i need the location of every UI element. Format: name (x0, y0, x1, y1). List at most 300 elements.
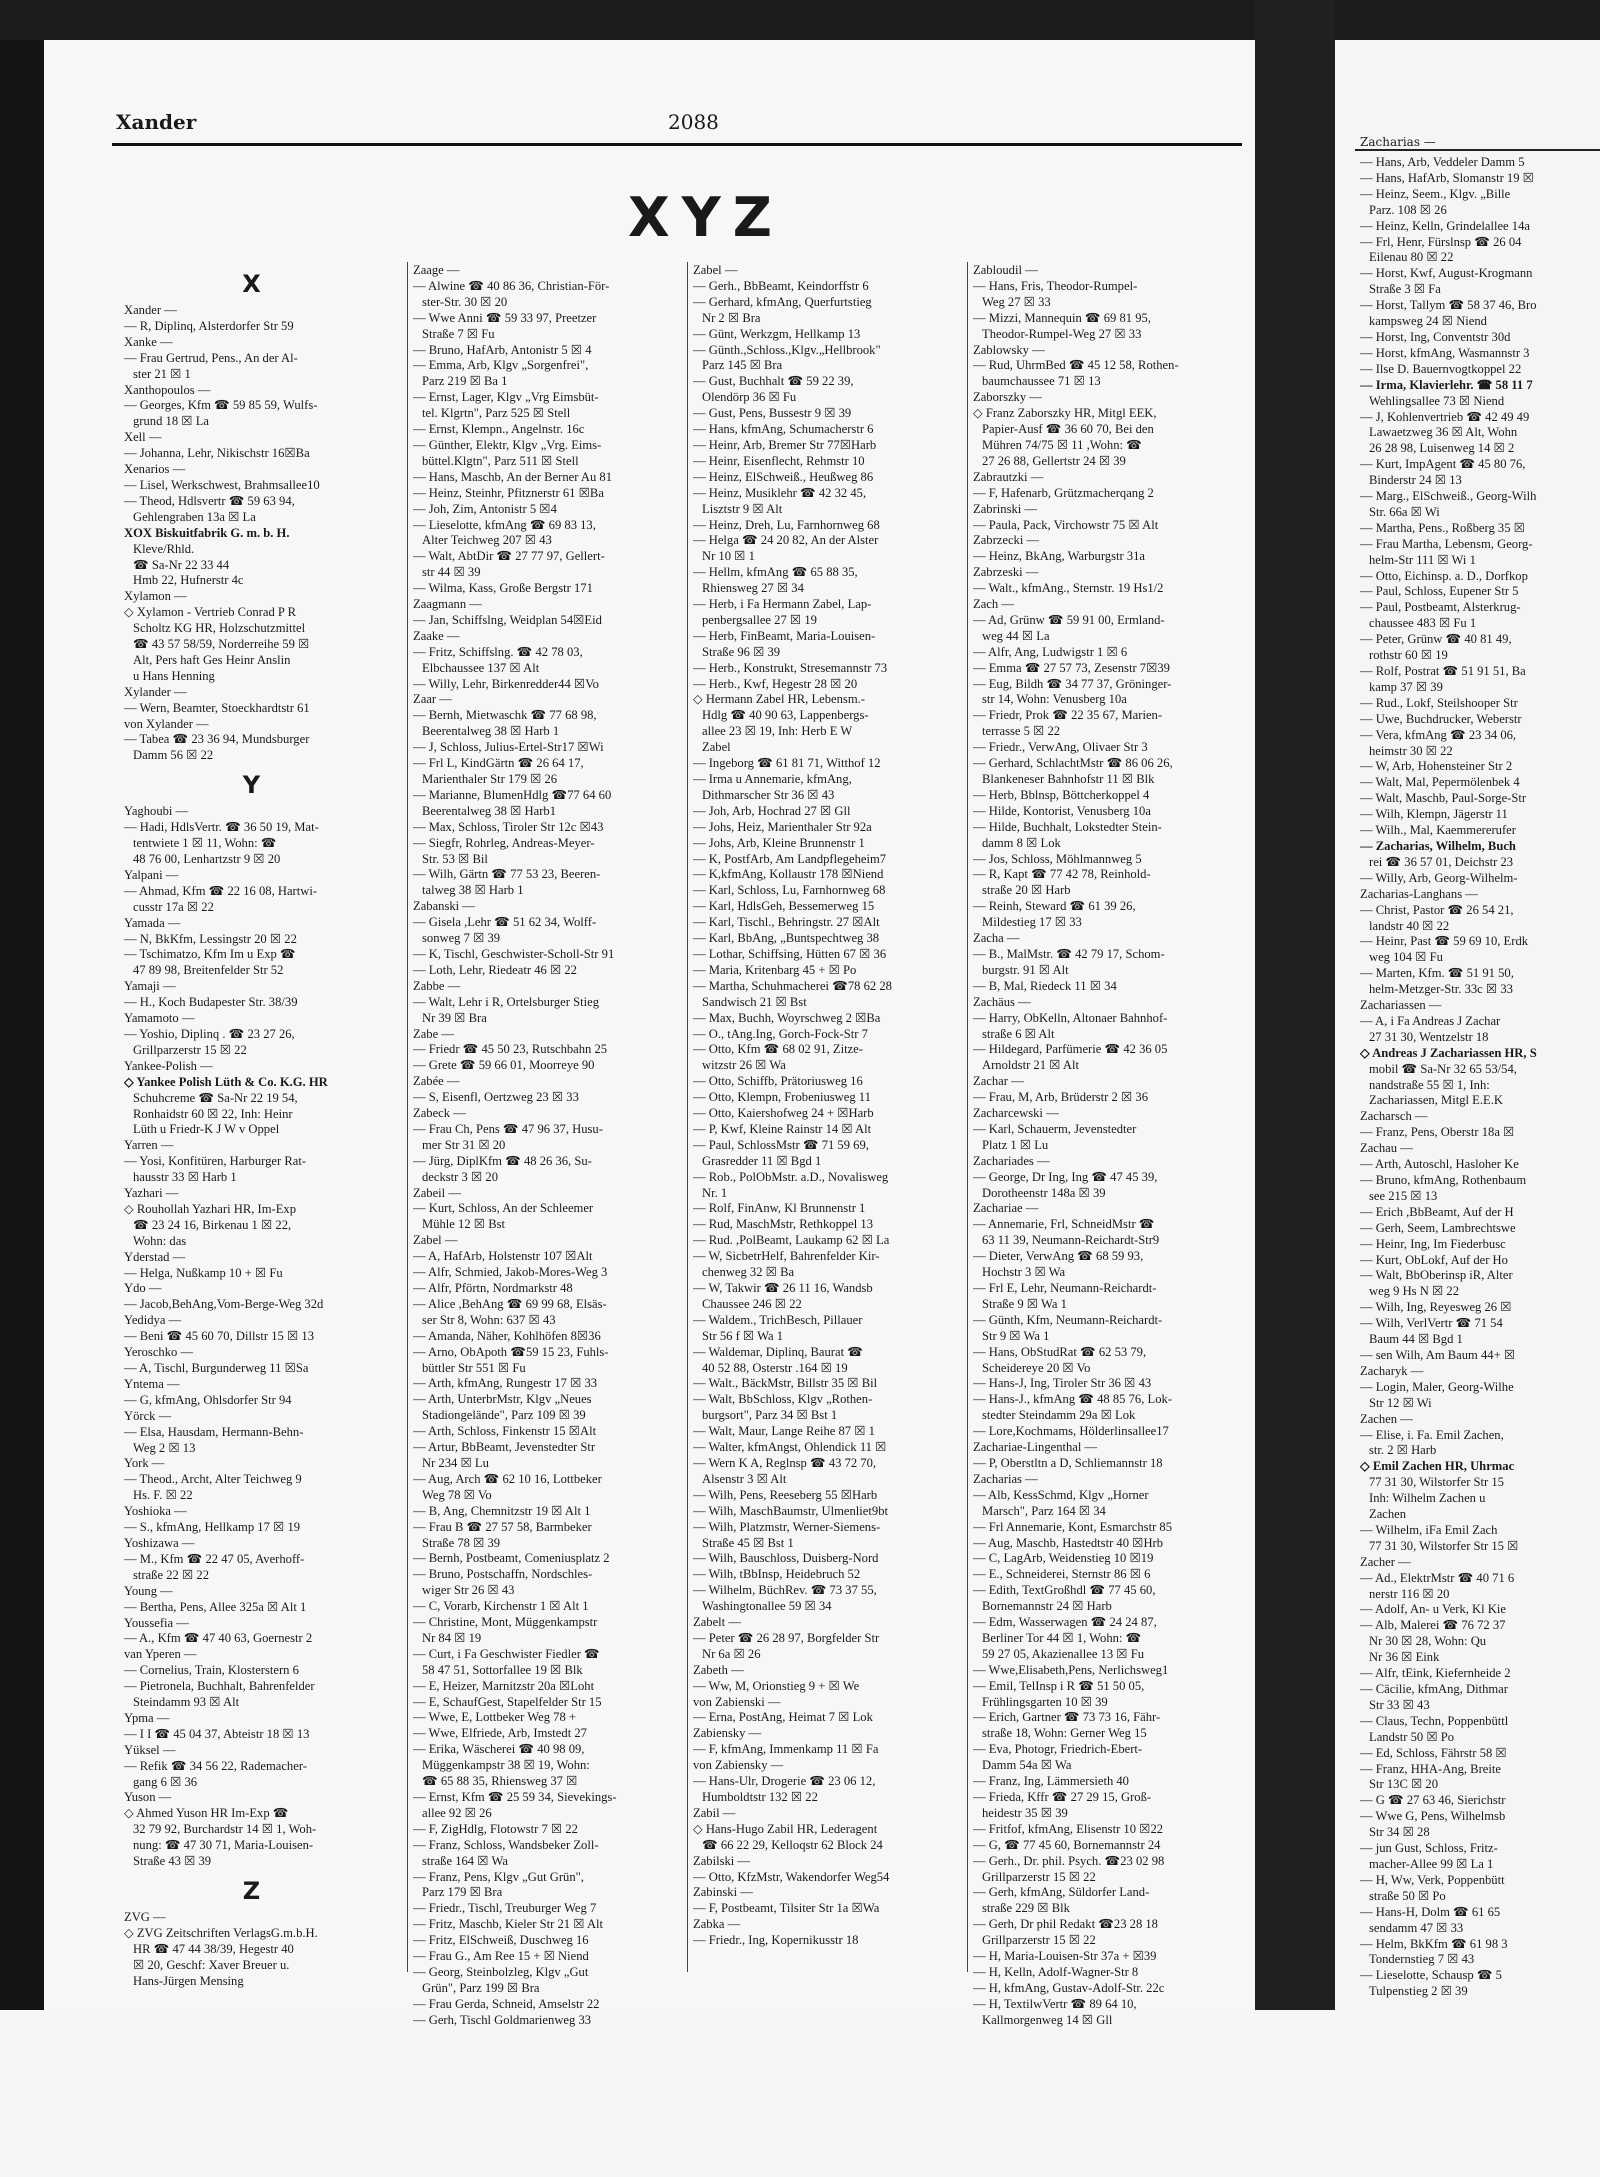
directory-entry: Dithmarscher Str 36 ☒ 43 (702, 787, 835, 802)
directory-entry: — B., MalMstr. ☎ 42 79 17, Schom- (973, 946, 1165, 961)
directory-entry: — Marianne, BlumenHdlg ☎77 64 60 (413, 787, 612, 802)
directory-entry: — I I ☎ 45 04 37, Abteistr 18 ☒ 13 (124, 1726, 310, 1741)
directory-entry: — K,kfmAng, Kollaustr 178 ☒Niend (693, 867, 884, 882)
directory-entry: — Joh, Zim, Antonistr 5 ☒4 (413, 501, 557, 516)
directory-entry: Wohn: das (133, 1233, 187, 1248)
directory-entry: — Gerh., BbBeamt, Keindorffstr 6 (693, 278, 869, 293)
directory-entry: Zachen — (1360, 1411, 1413, 1426)
directory-entry: — Arth, Autoschl, Hasloher Ke (1360, 1157, 1519, 1172)
directory-entry: — H, Ww, Verk, Poppenbütt (1360, 1872, 1505, 1887)
directory-entry: — Heinz, Musiklehr ☎ 42 32 45, (693, 485, 867, 500)
directory-entry: — A, Tischl, Burgunderweg 11 ☒Sa (124, 1361, 309, 1375)
directory-entry: — Irma u Annemarie, kfmAng, (693, 772, 852, 786)
directory-entry: Parz. 108 ☒ 26 (1369, 202, 1447, 217)
directory-entry: Marsch", Parz 164 ☒ 34 (982, 1503, 1106, 1518)
directory-entry: — Heinr, Past ☎ 59 69 10, Erdk (1360, 934, 1529, 949)
directory-entry: — Alwine ☎ 40 86 36, Christian-För- (413, 278, 610, 293)
directory-entry: Zacharias-Langhans — (1360, 886, 1478, 901)
directory-entry: — Wilh, tBbInsp, Heidebruch 52 (693, 1567, 861, 1582)
directory-entry: — W, SicbetrHelf, Bahrenfelder Kir- (693, 1249, 880, 1264)
directory-entry: — N, BkKfm, Lessingstr 20 ☒ 22 (124, 931, 297, 946)
directory-entry: — Hans-Ulr, Drogerie ☎ 23 06 12, (693, 1774, 876, 1789)
directory-entry: — Ad., ElektrMstr ☎ 40 71 6 (1360, 1570, 1515, 1585)
directory-entry: — Rud, UhrmBed ☎ 45 12 58, Rothen- (973, 358, 1179, 373)
directory-entry: Xylander — (124, 684, 187, 699)
directory-entry: Yüksel — (124, 1742, 176, 1757)
directory-entry: — Gerh, Tischl Goldmarienweg 33 (413, 2012, 592, 2027)
directory-entry: — E, SchaufGest, Stapelfelder Str 15 (413, 1694, 602, 1709)
directory-entry: — Horst, Tallym ☎ 58 37 46, Bro (1360, 298, 1537, 313)
directory-entry: — Jan, Schiffslng, Weidplan 54☒Eid (413, 612, 602, 627)
directory-entry: — Joh, Arb, Hochrad 27 ☒ Gll (693, 803, 851, 818)
directory-entry: — Alfr, Schmied, Jakob-Mores-Weg 3 (413, 1265, 608, 1280)
directory-entry: straße 6 ☒ Alt (982, 1026, 1055, 1041)
directory-entry: helm-Metzger-Str. 33c ☒ 33 (1369, 982, 1513, 997)
directory-entry: — Tabea ☎ 23 36 94, Mundsburger (124, 732, 310, 747)
directory-entry: Str 56 f ☒ Wa 1 (702, 1328, 784, 1343)
directory-entry: — Annemarie, Frl, SchneidMstr ☎ (973, 1217, 1155, 1232)
directory-entry: — Günt, Werkzgm, Hellkamp 13 (693, 326, 861, 341)
directory-entry: allee 23 ☒ 19, Inh: Herb E W (702, 724, 853, 739)
directory-entry: — Vera, kfmAng ☎ 23 34 06, (1360, 727, 1517, 742)
directory-entry: talweg 38 ☒ Harb 1 (422, 883, 524, 898)
directory-column-1 (124, 263, 379, 1990)
directory-entry: — Walt, Mal, Pepermölenbek 4 (1360, 775, 1520, 790)
directory-entry: — Hans, Maschb, An der Berner Au 81 (413, 469, 613, 484)
directory-entry: str 44 ☒ 39 (422, 565, 481, 580)
directory-entry: Damm 56 ☒ 22 (133, 748, 214, 763)
directory-entry: Humboldtstr 132 ☒ 22 (702, 1790, 818, 1804)
directory-entry: — Jos, Schloss, Möhlmannweg 5 (973, 851, 1142, 866)
directory-entry: Grün", Parz 199 ☒ Bra (422, 1980, 540, 1995)
directory-entry: — Otto, KfzMstr, Wakendorfer Weg54 (693, 1869, 890, 1884)
directory-entry: — Walt, Maur, Lange Reihe 87 ☒ 1 (693, 1424, 875, 1439)
directory-entry: — Fritz, Schiffslng. ☎ 42 78 03, (413, 644, 583, 659)
directory-entry: Nr 30 ☒ 28, Wohn: Qu (1369, 1634, 1487, 1649)
directory-entry: — Walt, BbSchloss, Klgv „Rothen- (693, 1392, 873, 1407)
directory-entry: — Wwe Anni ☎ 59 33 97, Preetzer (413, 310, 597, 325)
directory-entry: — Siegfr, Rohrleg, Andreas-Meyer- (413, 835, 595, 850)
directory-entry: York — (124, 1456, 165, 1471)
directory-entry: ZVG — (124, 1910, 166, 1924)
directory-entry: Beerentalweg 38 ☒ Harb1 (422, 803, 557, 818)
directory-entry: Nr 10 ☒ 1 (702, 549, 755, 564)
directory-entry: Zachariae — (973, 1201, 1039, 1216)
directory-entry: — Gerh., Dr. phil. Psych. ☎23 02 98 (973, 1853, 1165, 1868)
directory-entry: Alsenstr 3 ☒ Alt (702, 1471, 787, 1486)
directory-entry: — Wilh, Gärtn ☎ 77 53 23, Beeren- (413, 867, 601, 882)
directory-entry: — Hans, kfmAng, Schumacherstr 6 (693, 422, 874, 437)
directory-entry: Stadiongelände", Parz 109 ☒ 39 (422, 1408, 586, 1423)
directory-entry: Theodor-Rumpel-Weg 27 ☒ 33 (982, 326, 1142, 341)
directory-entry: — Willy, Lehr, Birkenredder44 ☒Vo (413, 676, 599, 691)
directory-entry: Zabrautzki — (973, 469, 1044, 484)
directory-entry: 58 47 51, Sottorfallee 19 ☒ Blk (422, 1662, 583, 1677)
directory-entry: Zachar — (973, 1074, 1024, 1089)
directory-entry: Yedidya — (124, 1313, 182, 1328)
directory-entry: — Franz, Ing, Lämmersieth 40 (973, 1774, 1129, 1789)
directory-entry: — Frl E, Lehr, Neumann-Reichardt- (973, 1281, 1157, 1295)
directory-entry: — Wern K A, Reglnsp ☎ 43 72 70, (693, 1455, 877, 1470)
directory-entry: — Walt, Maschb, Paul-Sorge-Str (1360, 791, 1527, 806)
directory-entry: — Christ, Pastor ☎ 26 54 21, (1360, 902, 1514, 917)
directory-entry: — Dieter, VerwAng ☎ 68 59 93, (973, 1249, 1144, 1264)
directory-entry: Hans-Jürgen Mensing (133, 1973, 244, 1988)
directory-entry: Nr 36 ☒ Eink (1369, 1650, 1440, 1665)
directory-entry: Zabel (702, 740, 731, 755)
directory-entry: Straße 43 ☒ 39 (133, 1854, 212, 1869)
directory-entry: — Aug, Maschb, Hastedtstr 40 ☒Hrb (973, 1535, 1164, 1550)
directory-entry: — Rolf, Postrat ☎ 51 91 51, Ba (1360, 664, 1526, 678)
directory-entry: nandstraße 55 ☒ 1, Inh: (1369, 1077, 1490, 1092)
directory-entry: — Wilh, Klempn, Jägerstr 11 (1360, 807, 1508, 822)
directory-entry: — Wilh, Pens, Reeseberg 55 ☒Harb (693, 1487, 878, 1502)
directory-entry: — Arth, Schloss, Finkenstr 15 ☒Alt (413, 1424, 597, 1439)
directory-entry: Nr 6a ☒ 26 (702, 1646, 761, 1661)
directory-entry: — Walt, AbtDir ☎ 27 77 97, Gellert- (413, 549, 605, 564)
directory-entry: — Herb., Konstrukt, Stresemannstr 73 (693, 660, 888, 675)
directory-entry: — Otto, Schiffb, Prätoriusweg 16 (693, 1074, 863, 1089)
directory-entry: — K, Tischl, Geschwister-Scholl-Str 91 (413, 946, 615, 961)
directory-entry: Zabloudil — (973, 263, 1038, 277)
directory-entry: — Heinr, Eisenflecht, Rehmstr 10 (693, 453, 865, 468)
directory-entry: Zabe — (413, 1026, 454, 1041)
directory-entry: Landstr 50 ☒ Po (1369, 1729, 1455, 1744)
directory-entry: — Adolf, An- u Verk, Kl Kie (1360, 1602, 1506, 1617)
directory-entry: — Reinh, Steward ☎ 61 39 26, (973, 899, 1136, 914)
directory-entry: Chaussee 246 ☒ 22 (702, 1296, 802, 1311)
directory-entry: — Wilh, MaschBaumstr, Ulmenliet9bt (693, 1503, 888, 1518)
directory-entry: penbergsallee 27 ☒ 19 (702, 612, 817, 627)
directory-entry: Zabelt — (693, 1615, 741, 1630)
directory-entry: — Wern, Beamter, Stoeckhardtstr 61 (124, 700, 310, 715)
directory-entry: — Grete ☎ 59 66 01, Moorreye 90 (413, 1058, 595, 1073)
directory-entry: — Helga, Nußkamp 10 + ☒ Fu (124, 1265, 283, 1280)
directory-entry: — Gerhard, kfmAng, Querfurtstieg (693, 294, 872, 309)
directory-entry: — Alfr, Ang, Ludwigstr 1 ☒ 6 (973, 644, 1128, 659)
directory-entry: Parz 179 ☒ Bra (422, 1885, 503, 1900)
directory-entry: — Franz, HHA-Ang, Breite (1360, 1761, 1501, 1776)
directory-entry: — Ernst, Lager, Klgv „Vrg Eimsbüt- (413, 390, 599, 405)
directory-entry: — Ad, Grünw ☎ 59 91 00, Ermland- (973, 612, 1165, 627)
directory-entry: Zachariassen, Mitgl E.E.K (1369, 1093, 1503, 1108)
directory-entry: — Karl, BbAng, „Buntspechtweg 38 (693, 931, 880, 946)
directory-entry: — Walter, kfmAngst, Ohlendick 11 ☒ (693, 1440, 887, 1455)
directory-entry: Zabilski — (693, 1853, 751, 1868)
directory-entry: Zabée — (413, 1074, 460, 1089)
directory-entry: Yoshizawa — (124, 1535, 195, 1550)
directory-entry: terrasse 5 ☒ 22 (982, 724, 1061, 739)
directory-entry: — H, kfmAng, Gustav-Adolf-Str. 22c (973, 1980, 1165, 1995)
directory-entry: ster-Str. 30 ☒ 20 (422, 294, 508, 309)
directory-entry: — Kurt, ImpAgent ☎ 45 80 76, (1360, 457, 1526, 472)
directory-entry: — Bertha, Pens, Allee 325a ☒ Alt 1 (124, 1599, 307, 1614)
directory-entry: — Martha, Schuhmacherei ☎78 62 28 (693, 978, 892, 993)
directory-entry: 26 28 98, Luisenweg 14 ☒ 2 (1369, 441, 1515, 456)
directory-entry: Zabrinski — (973, 501, 1038, 516)
directory-entry: Yuson — (124, 1790, 172, 1805)
directory-entry: straße 18, Wohn: Gerner Weg 15 (982, 1726, 1147, 1741)
directory-entry: Yalpani — (124, 867, 179, 882)
directory-entry: — Heinr, Arb, Bremer Str 77☒Harb (693, 437, 877, 452)
directory-entry: von Xylander — (124, 716, 209, 731)
directory-entry: Zablowsky — (973, 342, 1045, 357)
directory-entry: landstr 40 ☒ 22 (1369, 918, 1450, 933)
directory-entry: Zabrzecki — (973, 533, 1040, 548)
directory-entry: — Rud, MaschMstr, Rethkoppel 13 (693, 1217, 873, 1232)
directory-entry: — Gerhard, SchlachtMstr ☎ 86 06 26, (973, 756, 1173, 771)
directory-entry: von Zabienski — (693, 1694, 781, 1709)
directory-entry: Yankee-Polish — (124, 1058, 213, 1073)
directory-entry: — E, Heizer, Marnitzstr 20a ☒Loht (413, 1678, 595, 1693)
directory-entry: gang 6 ☒ 36 (133, 1774, 198, 1789)
directory-entry: — Frl L, KindGärtn ☎ 26 64 17, (413, 756, 584, 771)
directory-entry: — Martha, Pens., Roßberg 35 ☒ (1360, 520, 1525, 535)
directory-entry: Zach — (973, 597, 1014, 612)
directory-entry: weg 44 ☒ La (982, 628, 1050, 643)
directory-entry: Scholtz KG HR, Holzschutzmittel (133, 621, 306, 636)
directory-entry: — Friedr, Prok ☎ 22 35 67, Marien- (973, 708, 1163, 723)
directory-entry: — Günth, Kfm, Neumann-Reichardt- (973, 1312, 1163, 1327)
directory-entry: Alter Teichweg 207 ☒ 43 (422, 533, 552, 548)
directory-entry: — Frl Annemarie, Kont, Esmarchstr 85 (973, 1519, 1173, 1534)
directory-entry: Lawaetzweg 36 ☒ Alt, Wohn (1369, 425, 1518, 440)
directory-entry: macher-Allee 99 ☒ La 1 (1369, 1856, 1494, 1871)
directory-entry: Sandwisch 21 ☒ Bst (702, 994, 807, 1009)
directory-entry: mobil ☎ Sa-Nr 32 65 53/54, (1369, 1061, 1517, 1076)
directory-entry: Arnoldstr 21 ☒ Alt (982, 1058, 1079, 1073)
next-page-column (1360, 155, 1600, 2000)
directory-entry: Yazhari — (124, 1186, 179, 1201)
directory-entry: — Waldemar, Diplinq, Baurat ☎ (693, 1344, 863, 1359)
directory-entry: witzstr 26 ☒ Wa (702, 1058, 786, 1073)
directory-entry: Str. 66a ☒ Wi (1369, 504, 1440, 519)
directory-entry: Berliner Tor 44 ☒ 1, Wohn: ☎ (982, 1630, 1142, 1645)
directory-entry: — sen Wilh, Am Baum 44+ ☒ (1360, 1347, 1516, 1362)
directory-entry: — A., Kfm ☎ 47 40 63, Goernestr 2 (124, 1631, 313, 1646)
directory-entry: — Hans, Fris, Theodor-Rumpel- (973, 278, 1138, 293)
directory-entry: Str 9 ☒ Wa 1 (982, 1328, 1050, 1343)
directory-entry: Zacharyk — (1360, 1363, 1424, 1378)
directory-entry: Zachariades — (973, 1153, 1050, 1168)
directory-entry: — jun Gust, Schloss, Fritz- (1360, 1841, 1498, 1856)
column-divider (967, 262, 968, 1972)
directory-entry: — Friedr ☎ 45 50 23, Rutschbahn 25 (413, 1042, 608, 1057)
page-number: 2088 (668, 110, 719, 134)
directory-entry: sonweg 7 ☒ 39 (422, 931, 501, 946)
directory-entry: — W, Arb, Hohensteiner Str 2 (1360, 759, 1513, 774)
directory-entry: — Tschimatzo, Kfm Im u Exp ☎ (124, 947, 296, 962)
directory-entry: — Frl, Henr, Fürslnsp ☎ 26 04 (1360, 234, 1522, 249)
directory-entry: Yderstad — (124, 1249, 186, 1264)
directory-entry: — Gisela ,Lehr ☎ 51 62 34, Wolff- (413, 915, 597, 930)
directory-entry: — Beni ☎ 45 60 70, Dillstr 15 ☒ 13 (124, 1329, 314, 1344)
directory-entry: — Elise, i. Fa. Emil Zachen, (1360, 1427, 1504, 1442)
directory-entry: Zabel — (413, 1233, 458, 1248)
directory-entry: Straße 3 ☒ Fa (1369, 282, 1441, 297)
directory-entry: Xylamon — (124, 589, 187, 604)
directory-entry: — B, Ang, Chemnitzstr 19 ☒ Alt 1 (413, 1503, 591, 1518)
directory-entry: cusstr 17a ☒ 22 (133, 899, 214, 914)
directory-entry: — Helm, BkKfm ☎ 61 98 3 (1360, 1936, 1508, 1951)
directory-entry: ◇ Franz Zaborszky HR, Mitgl EEK, (973, 406, 1157, 421)
directory-entry: Yörck — (124, 1408, 172, 1423)
next-page-rule (1355, 149, 1600, 151)
directory-entry: — Walt., kfmAng., Sternstr. 19 Hs1/2 (973, 581, 1164, 596)
directory-entry: — Frau Gerda, Schneid, Amselstr 22 (413, 1996, 600, 2011)
directory-entry: — F, Postbeamt, Tilsiter Str 1a ☒Wa (693, 1901, 880, 1916)
directory-entry: Scheidereye 20 ☒ Vo (982, 1360, 1091, 1375)
directory-entry: — Aug, Arch ☎ 62 10 16, Lottbeker (413, 1471, 602, 1486)
directory-entry: — Günth.,Schloss.,Klgv.„Hellbrook" (693, 342, 881, 357)
directory-entry: Müggenkampstr 38 ☒ 19, Wohn: (422, 1758, 590, 1773)
directory-entry: — Gust, Buchhalt ☎ 59 22 39, (693, 374, 854, 389)
directory-entry: — H, TextilwVertr ☎ 89 64 10, (973, 1996, 1137, 2011)
directory-entry: Grillparzerstr 15 ☒ 22 (982, 1933, 1096, 1948)
directory-entry: deckstr 3 ☒ 20 (422, 1169, 498, 1184)
directory-entry: Straße 78 ☒ 39 (422, 1535, 501, 1550)
directory-entry: — Rud. ,PolBeamt, Laukamp 62 ☒ La (693, 1233, 890, 1248)
directory-entry: HR ☎ 47 44 38/39, Hegestr 40 (133, 1941, 294, 1956)
directory-entry: Zacharcewski — (973, 1106, 1059, 1121)
directory-entry: Yaghoubi — (124, 804, 189, 819)
directory-entry: Young — (124, 1583, 173, 1598)
directory-entry: — Waldem., TrichBesch, Pillauer (693, 1312, 863, 1327)
directory-entry: ◇ Hermann Zabel HR, Lebensm.- (693, 692, 865, 707)
directory-entry: straße 20 ☒ Harb (982, 883, 1071, 898)
directory-entry: Eilenau 80 ☒ 22 (1369, 250, 1454, 265)
directory-entry: — Max, Buchh, Woyrschweg 2 ☒Ba (693, 1010, 881, 1025)
directory-entry: — Curt, i Fa Geschwister Fiedler ☎ (413, 1646, 600, 1661)
directory-entry: Baum 44 ☒ Bgd 1 (1369, 1332, 1463, 1347)
directory-entry: — Franz, Schloss, Wandsbeker Zoll- (413, 1837, 599, 1852)
running-head-name: Xander (116, 110, 197, 134)
directory-entry: — F, Hafenarb, Grützmacherqang 2 (973, 485, 1154, 500)
letter-heading: Y (242, 771, 261, 800)
directory-entry: u Hans Henning (133, 668, 215, 683)
directory-entry: Yamaji — (124, 979, 176, 994)
directory-entry: — Fritz, Maschb, Kieler Str 21 ☒ Alt (413, 1917, 604, 1932)
directory-entry: — Theod., Archt, Alter Teichweg 9 (124, 1472, 302, 1487)
directory-entry: — Otto, Klempn, Frobeniusweg 11 (693, 1090, 871, 1105)
directory-entry: — P, Kwf, Kleine Rainstr 14 ☒ Alt (693, 1121, 872, 1136)
header-rule (112, 143, 1242, 146)
directory-entry: — Edm, Wasserwagen ☎ 24 24 87, (973, 1615, 1157, 1630)
directory-entry: — Willy, Arb, Georg-Wilhelm- (1360, 870, 1518, 885)
directory-entry: ☎ 66 22 29, Kelloqstr 62 Block 24 (702, 1837, 883, 1852)
directory-entry: — Wilhelm, iFa Emil Zach (1360, 1522, 1498, 1537)
directory-entry: — Wilh, Ing, Reyesweg 26 ☒ (1360, 1300, 1512, 1315)
directory-entry: tentwiete 1 ☒ 11, Wohn: ☎ (133, 836, 277, 851)
directory-entry: — A, HafArb, Holstenstr 107 ☒Alt (413, 1249, 593, 1264)
directory-entry: Zachariae-Lingenthal — (973, 1440, 1098, 1455)
directory-entry: — Walt., BäckMstr, Billstr 35 ☒ Bil (693, 1376, 878, 1391)
directory-entry: str 14, Wohn: Venusberg 10a (982, 692, 1127, 707)
directory-entry: Xanke — (124, 334, 173, 349)
directory-entry: — F, kfmAng, Immenkamp 11 ☒ Fa (693, 1742, 879, 1757)
directory-entry: rei ☎ 36 57 01, Deichstr 23 (1369, 854, 1514, 869)
directory-entry: — G ☎ 27 63 46, Sierichstr (1360, 1793, 1506, 1808)
directory-entry: Straße 7 ☒ Fu (422, 326, 495, 341)
directory-entry: Zachen (1369, 1507, 1407, 1522)
directory-entry: Zabeth — (693, 1662, 744, 1677)
directory-entry: — Herb., Kwf, Hegestr 28 ☒ 20 (693, 676, 858, 691)
directory-entry: — Rud., Lokf, Steilshooper Str (1360, 695, 1518, 710)
directory-entry: Zaage — (413, 263, 460, 277)
directory-entry: — G, kfmAng, Ohlsdorfer Str 94 (124, 1392, 292, 1407)
directory-entry: — Paul, SchlossMstr ☎ 71 59 69, (693, 1137, 869, 1152)
directory-entry: Zabeil — (413, 1185, 461, 1200)
directory-entry: — Elsa, Hausdam, Hermann-Behn- (124, 1424, 304, 1439)
directory-entry: — Herb, Bblnsp, Böttcherkoppel 4 (973, 787, 1150, 802)
directory-entry: — Rolf, FinAnw, Kl Brunnenstr 1 (693, 1201, 866, 1216)
directory-entry: — Ernst, Klempn., Angelnstr. 16c (413, 422, 585, 437)
directory-entry: Gehlengraben 13a ☒ La (133, 509, 256, 524)
directory-entry: — Hadi, HdlsVertr. ☎ 36 50 19, Mat- (124, 820, 319, 835)
directory-entry: — O., tAng.Ing, Gorch-Fock-Str 7 (693, 1026, 868, 1041)
directory-entry: — Emil, TelInsp i R ☎ 51 50 05, (973, 1678, 1145, 1693)
directory-entry: Zabka — (693, 1917, 741, 1932)
directory-entry: Zachariassen — (1360, 998, 1442, 1013)
directory-entry: — Heinz, Dreh, Lu, Farnhornweg 68 (693, 517, 880, 532)
directory-entry: Xell — (124, 430, 162, 445)
directory-entry: — Heinz, Steinhr, Pfitznerstr 61 ☒Ba (413, 485, 604, 500)
directory-entry: Hochstr 3 ☒ Wa (982, 1265, 1066, 1280)
directory-entry: Mühren 74/75 ☒ 11 ,Wohn: ☎ (982, 437, 1142, 452)
directory-entry: Frühlingsgarten 10 ☒ 39 (982, 1694, 1108, 1709)
directory-entry: ☎ Sa-Nr 22 33 44 (133, 557, 230, 572)
directory-entry: nerstr 116 ☒ 20 (1369, 1586, 1450, 1601)
directory-entry: heimstr 30 ☒ 22 (1369, 743, 1453, 758)
directory-entry: — Frau Ch, Pens ☎ 47 96 37, Husu- (413, 1121, 603, 1136)
directory-entry: — S, Eisenfl, Oertzweg 23 ☒ 33 (413, 1090, 579, 1105)
column-divider (687, 262, 688, 1972)
directory-entry: — Rob., PolObMstr. a.D., Novalisweg (693, 1169, 889, 1184)
directory-entry: Weg 2 ☒ 13 (133, 1440, 196, 1455)
directory-entry: Bornemannstr 24 ☒ Harb (982, 1599, 1112, 1614)
directory-entry: — Bernh, Postbeamt, Comeniusplatz 2 (413, 1551, 610, 1566)
directory-entry: Beerentalweg 38 ☒ Harb 1 (422, 724, 560, 739)
directory-entry: 59 27 05, Akazienallee 13 ☒ Fu (982, 1646, 1145, 1661)
directory-entry: 47 89 98, Breitenfelder Str 52 (133, 963, 284, 978)
directory-entry: — Otto, Kaiershofweg 24 + ☒Harb (693, 1106, 874, 1121)
directory-entry: — Wilh, VerlVertr ☎ 71 54 (1360, 1316, 1503, 1331)
directory-entry: stedter Steindamm 29a ☒ Lok (982, 1408, 1136, 1423)
directory-entry: — B, Mal, Riedeck 11 ☒ 34 (973, 978, 1117, 993)
directory-entry: Zachau — (1360, 1141, 1413, 1156)
directory-entry: burgsort", Parz 34 ☒ Bst 1 (702, 1408, 838, 1423)
directory-entry: chenweg 32 ☒ Ba (702, 1265, 795, 1280)
directory-entry: ◇ ZVG Zeitschriften VerlagsG.m.b.H. (124, 1925, 318, 1940)
directory-entry: — Herb, FinBeamt, Maria-Louisen- (693, 628, 876, 643)
directory-entry: Rhiensweg 27 ☒ 34 (702, 581, 804, 596)
directory-entry: — Arth, UnterbrMstr, Klgv „Neues (413, 1392, 592, 1407)
directory-entry: Str 13C ☒ 20 (1369, 1777, 1439, 1792)
directory-entry: Ypma — (124, 1710, 170, 1725)
directory-entry: — Emma, Arb, Klgv „Sorgenfrei", (413, 358, 589, 373)
directory-entry: — Hans-H, Dolm ☎ 61 65 (1360, 1904, 1501, 1919)
section-title: XYZ (628, 186, 784, 249)
directory-entry: — H, Kelln, Adolf-Wagner-Str 8 (973, 1964, 1139, 1979)
directory-entry: — Frau, M, Arb, Brüderstr 2 ☒ 36 (973, 1090, 1148, 1105)
directory-entry: rothstr 60 ☒ 19 (1369, 648, 1448, 663)
directory-entry: — Emma ☎ 27 57 73, Zesenstr 7☒39 (973, 660, 1170, 675)
directory-entry: — Hans, HafArb, Slomanstr 19 ☒ (1360, 170, 1534, 185)
directory-entry: — Walt, BbOberinsp iR, Alter (1360, 1268, 1513, 1283)
directory-entry: Zabeck — (413, 1106, 466, 1121)
directory-entry: ☎ 65 88 35, Rhiensweg 37 ☒ (422, 1774, 578, 1789)
directory-entry: Parz 219 ☒ Ba 1 (422, 374, 508, 389)
